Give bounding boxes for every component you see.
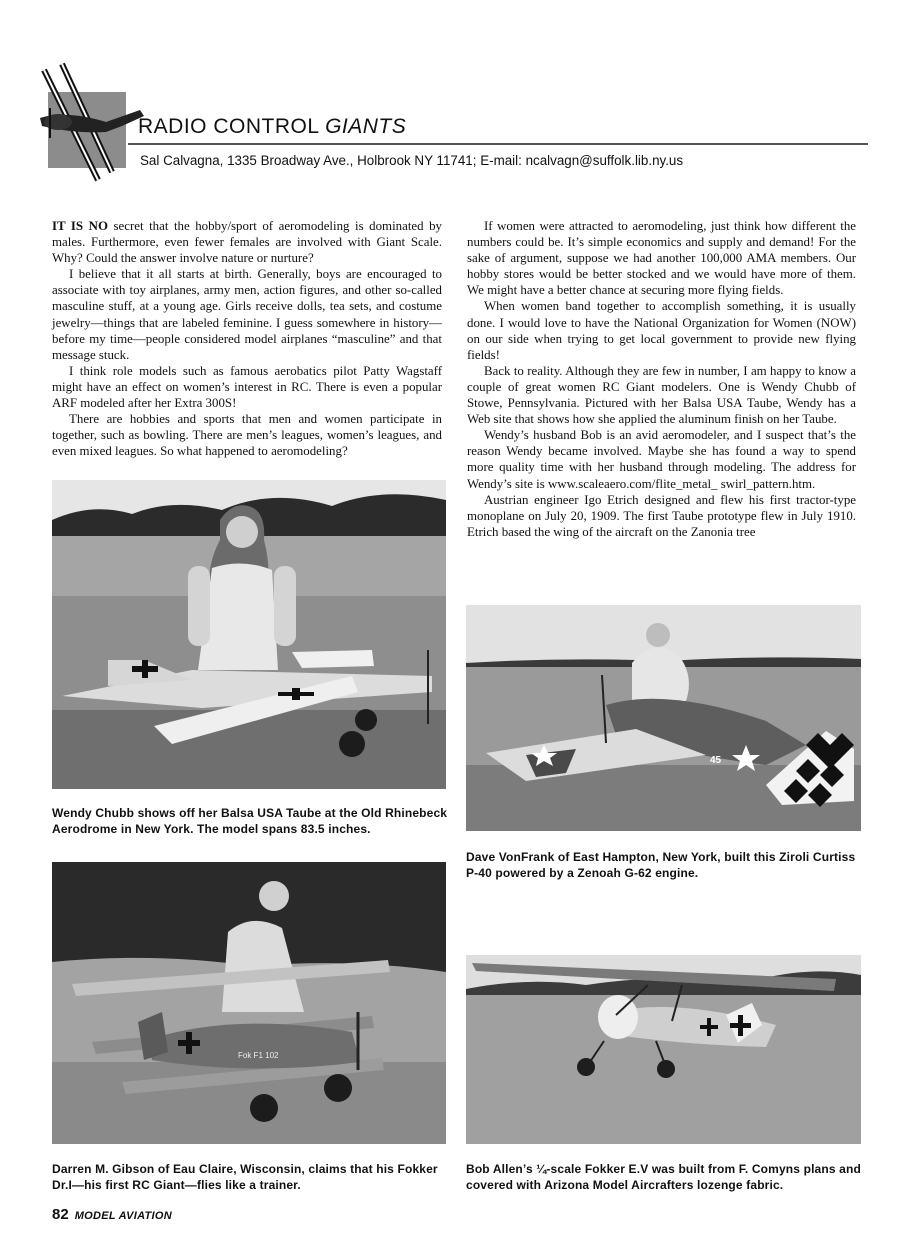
- magazine-name: MODEL AVIATION: [74, 1210, 172, 1222]
- header-rule: [128, 143, 868, 145]
- photo-bob-fokker-ev: [466, 955, 861, 1144]
- biplane-logo-icon: [36, 62, 148, 184]
- paragraph: Austrian engineer Igo Etrich designed and flew his first tractor-type monoplane on July 20, 1909. The first Taube prototype flew in July 1910. Etrich based the wing of the aircraft on the Zanonia tree: [467, 492, 856, 539]
- paragraph: I believe that it all starts at birth. Generally, boys are encouraged to associate with toy airplanes, army men, action figures, and other so-called masculine stuff, at a young age. Girls receive dolls, tea sets, and costume jewelry—things that are labeled feminine. I guess somewhere in history—before my time—people considered model airplanes “masculine” and that message stuck.: [52, 267, 442, 362]
- triplane-serial: Fok F1 102: [238, 1051, 279, 1060]
- page-footer: [52, 1206, 172, 1224]
- photo-dave-p40: [466, 605, 861, 831]
- author-contact: Sal Calvagna, 1335 Broadway Ave., Holbrook NY 11741; E-mail: ncalvagn@suffolk.lib.ny.us: [140, 153, 684, 168]
- paragraph: There are hobbies and sports that men and women participate in together, such as bowling. There are men’s leagues, women’s leagues, and even mixed leagues. So what happened to aeromodeling?: [52, 412, 442, 459]
- column-title-italic: GIANTS: [325, 115, 407, 138]
- page-number: 82: [52, 1206, 69, 1223]
- right-column-text: [467, 218, 856, 540]
- caption-wendy: Wendy Chubb shows off her Balsa USA Taube at the Old Rhinebeck Aerodrome in New York. The model spans 83.5 inches.: [52, 806, 448, 836]
- paragraph: If women were attracted to aeromodeling, just think how different the numbers could be. It’s simple economics and supply and demand! For the sake of argument, suppose we had another 100,000 AMA members. Our hobby stores would be better stocked and we would have more of them. We might have a better chance at securing more flying fields.: [467, 219, 856, 298]
- p40-tail-number: 45: [710, 755, 722, 766]
- paragraph: I think role models such as famous aerobatics pilot Patty Wagstaff might have an effect on women’s interest in RC. There is even a popular ARF modeled after her Extra 300S!: [52, 363, 442, 411]
- left-column-text: [52, 218, 442, 459]
- paragraph-lead: [52, 218, 442, 266]
- lead-in-rest: secret that the hobby/sport of aeromodeling is dominated by males. Furthermore, even fewer females are involved with Giant Scale. Why? Could the answer involve nature or nurture?: [52, 219, 442, 266]
- caption-dave: Dave VonFrank of East Hampton, New York, built this Ziroli Curtiss P-40 powered by a Zenoah G-62 engine.: [466, 850, 856, 880]
- photo-wendy-taube: [52, 480, 446, 789]
- caption-darren: Darren M. Gibson of Eau Claire, Wisconsin, claims that his Fokker Dr.I—his first RC Giant—flies like a trainer.: [52, 1162, 438, 1192]
- caption-bob: Bob Allen’s ¼-scale Fokker E.V was built from F. Comyns plans and covered with Arizona Model Aircrafters lozenge fabric.: [466, 1162, 861, 1192]
- photo-darren-triplane: [52, 862, 446, 1144]
- paragraph: Back to reality. Although they are few in number, I am happy to know a couple of great women RC Giant modelers. One is Wendy Chubb of Stowe, Pennsylvania. Pictured with her Balsa USA Taube, Wendy has a Web site that shows how she applied the aluminum finish on her Taube.: [467, 363, 856, 427]
- paragraph: Wendy’s husband Bob is an avid aeromodeler, and I suspect that’s the reason Wendy became involved. Maybe she has found a way to spend more quality time with her husband through modeling. The address for Wendy’s site is www.scaleaero.com/flite_metal_ swirl_pattern.htm.: [467, 428, 856, 491]
- column-title: [138, 115, 406, 139]
- lead-in-bold: IT IS NO: [52, 219, 108, 233]
- paragraph: When women band together to accomplish something, it is usually done. I would love to have the National Organization for Women (NOW) on our side when trying to get local government to provide new flying fields!: [467, 299, 856, 362]
- column-title-main: RADIO CONTROL: [138, 115, 326, 138]
